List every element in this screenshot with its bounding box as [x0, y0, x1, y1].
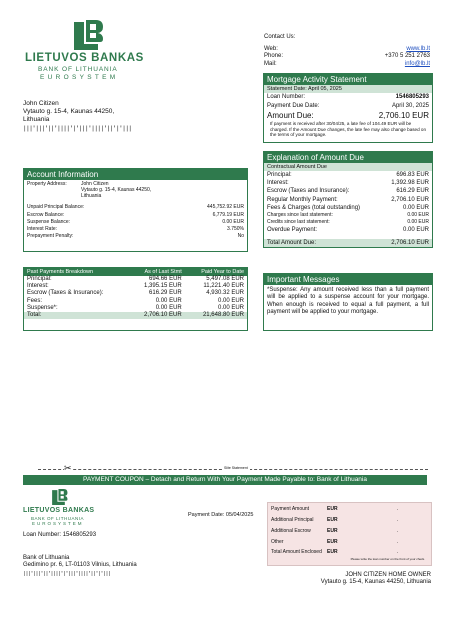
customer-name: John Citizen	[23, 100, 59, 107]
phone-label: Phone:	[264, 53, 284, 60]
loan-number-label: Loan Number:	[267, 94, 306, 100]
account-row: Unpaid Principal Balance: 445,752.92 EUR	[27, 204, 244, 211]
coupon-banner: PAYMENT COUPON – Detach and Return With Your Payment Made Payable to: Bank of Lithuania	[23, 475, 427, 485]
mail-label: Mail:	[264, 60, 277, 67]
contact-block	[264, 34, 430, 68]
bank-eurosystem: EUROSYSTEM	[40, 74, 119, 81]
bank-logo	[70, 18, 104, 52]
lb-logo-icon	[70, 18, 104, 52]
cut-line-label: Slite Statement	[224, 466, 248, 470]
account-row: Interest Rate: 3.750%	[27, 226, 244, 232]
coupon-field: Payment Amount EUR .	[268, 503, 431, 514]
explanation-row: Charges since last statement: 0.00 EUR	[267, 211, 429, 218]
owner-street: Vytauto g. 15-4, Kaunas 44250, Lithuania	[320, 579, 431, 586]
owner-name: JOHN CITIZEN HOME OWNER	[345, 572, 431, 578]
explanation-subtitle: Contractual Amount Due	[264, 163, 432, 171]
return-address	[23, 555, 137, 577]
mail-link[interactable]: info@lb.lt	[404, 60, 430, 67]
contact-title: Contact Us:	[264, 34, 296, 40]
coupon-payment-date: Payment Date: 05/04/2025	[188, 512, 254, 518]
coupon-logo	[50, 488, 68, 506]
statement-date: Statement Date: April 05, 2025	[264, 85, 432, 93]
explanation-title: Explanation of Amount Due	[264, 152, 432, 163]
amount-due-value: 2,706.10 EUR	[378, 111, 429, 121]
bank-name: LIETUVOS BANKAS	[25, 52, 144, 64]
return-barcode: |||'|||'||'||||'|'|||'||||'||'|'|||	[23, 571, 111, 578]
return-bank-address: Gedimino pr. 6, LT-01103 Vilnius, Lithuania	[23, 562, 137, 569]
explanation-row: Credits since last statement: 0.00 EUR	[267, 219, 429, 226]
owner-address	[300, 572, 431, 586]
explanation-row: Escrow (Taxes and Insurance): 616.29 EUR	[267, 188, 429, 195]
customer-address	[23, 100, 132, 133]
property-line-3: Lithuania	[81, 192, 102, 199]
account-panel	[23, 168, 248, 252]
explanation-row: Regular Monthly Payment: 2,706.10 EUR	[267, 196, 429, 203]
table-row: Suspense*: 0.00 EUR 0.00 EUR	[27, 304, 244, 311]
return-bank-name: Bank of Lithuania	[23, 555, 70, 561]
messages-body: *Suspense: Any amount received less than a full payment will be applied to a suspense account for your mortgage. When enough is received to equal a full payment, a full payment will be applied to your mortgage.	[267, 287, 429, 315]
customer-country: Lithuania	[23, 115, 50, 123]
coupon-eurosystem: EUROSYSTEM	[32, 521, 84, 526]
account-row: Prepayment Penalty: No	[27, 233, 244, 240]
messages-panel	[263, 273, 433, 331]
coupon-field: Additional Principal EUR .	[268, 514, 431, 525]
amount-due-label: Amount Due:	[267, 111, 314, 121]
bank-subname: BANK OF LITHUANIA	[38, 66, 118, 73]
table-row: Fees: 0.00 EUR 0.00 EUR	[27, 297, 244, 304]
web-label: Web:	[264, 46, 278, 53]
explanation-row: Principal: 696.83 EUR	[267, 172, 429, 178]
table-row: Escrow (Taxes & Insurance): 616.29 EUR 4,930.32 EUR	[27, 290, 244, 297]
web-link[interactable]: www.lb.lt	[406, 46, 430, 53]
past-header-label: Past Payments Breakdown	[27, 269, 94, 275]
messages-title: Important Messages	[264, 274, 432, 285]
coupon-form	[267, 502, 432, 566]
account-row: Suspense Balance: 0.00 EUR	[27, 218, 244, 225]
customer-street: Vytauto g. 15-4, Kaunas 44250,	[23, 107, 115, 115]
late-fee-note: If payment is received after 30/04/25, a late fee of 104.49 EUR will be charged. If the Amount Due changes, the late fee may also change based on the terms of your mortgage.	[270, 121, 427, 138]
statement-title: Mortgage Activity Statement	[264, 74, 432, 85]
past-payments-table	[24, 268, 247, 319]
statement-panel	[263, 73, 433, 143]
coupon-field: Additional Escrow EUR .	[268, 525, 431, 536]
property-line-2: Vytauto g. 15-4, Kaunas 44250,	[81, 186, 152, 193]
coupon-bank-sub: BANK OF LITHUANIA	[31, 516, 85, 521]
explanation-total: Total Amount Due: 2,706.10 EUR	[264, 239, 432, 247]
additional-principal-input[interactable]: .	[396, 516, 398, 523]
phone-value: +370 5 251 2763	[384, 53, 430, 60]
coupon-loan-number: Loan Number: 1546805293	[23, 532, 97, 538]
coupon-bank-name: LIETUVOS BANKAS	[23, 507, 95, 514]
coupon-field: Other EUR .	[268, 536, 431, 547]
due-date-label: Payment Due Date:	[267, 103, 320, 110]
scissors-icon: ✂	[64, 463, 72, 473]
coupon-fine-print: Please write the loan number on the front of your check.	[350, 557, 425, 561]
lb-logo-small-icon	[50, 488, 68, 506]
coupon-field: Total Amount Enclosed EUR .	[268, 547, 431, 557]
explanation-row: Fees & Charges (total outstanding) 0.00 EUR	[267, 204, 429, 211]
explanation-row: Interest: 1,392.98 EUR	[267, 180, 429, 187]
account-title: Account Information	[24, 169, 247, 180]
explanation-panel	[263, 151, 433, 248]
explanation-row: Overdue Payment: 0.00 EUR	[267, 227, 429, 234]
past-header-stmt: As of Last Stmt	[144, 269, 182, 275]
payment-amount-input[interactable]: .	[396, 505, 398, 512]
property-address-label: Property Address:	[27, 181, 67, 187]
past-payments-panel	[23, 267, 248, 331]
other-amount-input[interactable]: .	[396, 538, 398, 545]
past-header-ytd: Paid Year to Date	[201, 269, 244, 275]
customer-barcode: |||'|||'||'||||'|'|||'||||'||'|'|||	[23, 125, 132, 133]
table-row: Principal: 694.66 EUR 5,497.08 EUR	[27, 276, 244, 282]
property-line-1: John Citizen	[81, 181, 109, 187]
past-total-row: Total: 2,706.10 EUR 21,648.80 EUR	[24, 312, 247, 319]
due-date-value: April 30, 2025	[391, 103, 429, 110]
table-row: Interest: 1,395.15 EUR 11,221.40 EUR	[27, 283, 244, 290]
additional-escrow-input[interactable]: .	[396, 527, 398, 534]
total-enclosed-input[interactable]: .	[396, 549, 398, 555]
loan-number-value: 1546805293	[395, 94, 429, 100]
account-row: Escrow Balance: 6,779.19 EUR	[27, 211, 244, 218]
